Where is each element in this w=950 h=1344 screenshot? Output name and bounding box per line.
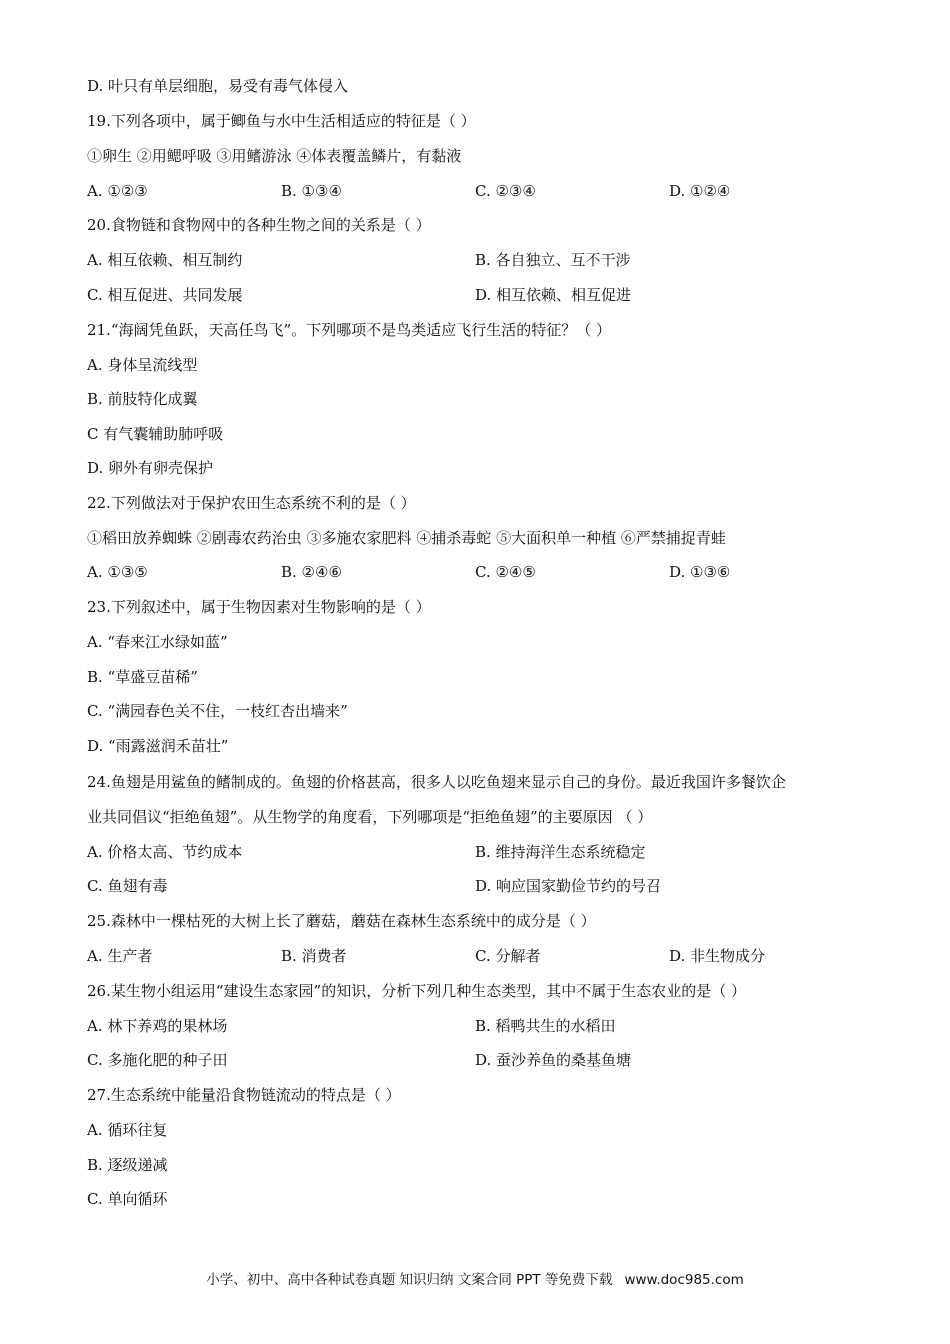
q22-option-c: C. ②④⑤ [475, 563, 536, 581]
q21-option-a: A. 身体呈流线型 [87, 356, 198, 374]
q24-stem-line2: 业共同倡议“拒绝鱼翅”。从生物学的角度看，下列哪项是“拒绝鱼翅”的主要原因 （ ） [87, 808, 653, 826]
q24-option-a: A. 价格太高、节约成本 [87, 843, 243, 861]
q20-option-c: C. 相互促进、共同发展 [87, 286, 243, 304]
q27-option-b: B. 逐级递减 [87, 1156, 168, 1174]
q22-items: ①稻田放养蜘蛛 ②剧毒农药治虫 ③多施农家肥料 ④捕杀毒蛇 ⑤大面积单一种植 ⑥严禁捕捉青蛙 [87, 529, 726, 547]
q19-items: ①卵生 ②用鳃呼吸 ③用鳍游泳 ④体表覆盖鳞片，有黏液 [87, 147, 462, 165]
q19-stem: 19.下列各项中，属于鲫鱼与水中生活相适应的特征是（ ） [87, 112, 476, 130]
q26-option-d: D. 蚕沙养鱼的桑基鱼塘 [475, 1051, 632, 1069]
q25-option-a: A. 生产者 [87, 947, 153, 965]
q21-stem: 21.“海阔凭鱼跃，天高任鸟飞”。下列哪项不是鸟类适应飞行生活的特征？（ ） [87, 321, 611, 339]
q22-stem: 22.下列做法对于保护农田生态系统不利的是（ ） [87, 494, 416, 512]
q19-option-d: D. ①②④ [669, 182, 731, 200]
q22-option-b: B. ②④⑥ [281, 563, 342, 581]
q24-option-c: C. 鱼翅有毒 [87, 877, 168, 895]
q20-option-b: B. 各自独立、互不干涉 [475, 251, 631, 269]
q26-stem: 26.某生物小组运用“建设生态家园”的知识，分析下列几种生态类型，其中不属于生态农业的是（ ） [87, 982, 746, 1000]
q18-option-d: D. 叶只有单层细胞，易受有毒气体侵入 [87, 77, 349, 95]
q19-option-c: C. ②③④ [475, 182, 536, 200]
q27-option-a: A. 循环往复 [87, 1121, 168, 1139]
q23-option-d: D. “雨露滋润禾苗壮” [87, 737, 229, 755]
q23-stem: 23.下列叙述中，属于生物因素对生物影响的是（ ） [87, 598, 431, 616]
q25-option-c: C. 分解者 [475, 947, 541, 965]
q19-option-a: A. ①②③ [87, 182, 148, 200]
page-footer [0, 1268, 950, 1288]
footer-link[interactable]: www.doc985.com [624, 1272, 744, 1288]
q26-option-b: B. 稻鸭共生的水稻田 [475, 1017, 616, 1035]
q21-option-b: B. 前肢特化成翼 [87, 390, 198, 408]
q23-option-a: A. “春来江水绿如蓝” [87, 633, 228, 651]
q22-option-a: A. ①③⑤ [87, 563, 148, 581]
q25-option-d: D. 非生物成分 [669, 947, 766, 965]
footer-text: 小学、初中、高中各种试卷真题 知识归纳 文案合同 PPT 等免费下载 [206, 1272, 613, 1288]
q24-option-b: B. 维持海洋生态系统稳定 [475, 843, 646, 861]
q20-option-d: D. 相互依赖、相互促进 [475, 286, 632, 304]
q23-option-c: C. “满园春色关不住，一枝红杏出墙来” [87, 702, 348, 720]
q25-option-b: B. 消费者 [281, 947, 347, 965]
q26-option-c: C. 多施化肥的种子田 [87, 1051, 228, 1069]
q19-option-b: B. ①③④ [281, 182, 342, 200]
q20-option-a: A. 相互依赖、相互制约 [87, 251, 243, 269]
q27-stem: 27.生态系统中能量沿食物链流动的特点是（ ） [87, 1086, 401, 1104]
q21-option-c: C 有气囊辅助肺呼吸 [87, 425, 224, 443]
q23-option-b: B. “草盛豆苗稀” [87, 668, 198, 686]
q22-option-d: D. ①③⑥ [669, 563, 731, 581]
q27-option-c: C. 单向循环 [87, 1190, 168, 1208]
q26-option-a: A. 林下养鸡的果林场 [87, 1017, 228, 1035]
q20-stem: 20.食物链和食物网中的各种生物之间的关系是（ ） [87, 216, 431, 234]
q24-option-d: D. 响应国家勤俭节约的号召 [475, 877, 662, 895]
q25-stem: 25.森林中一棵枯死的大树上长了蘑菇，蘑菇在森林生态系统中的成分是（ ） [87, 912, 596, 930]
q21-option-d: D. 卵外有卵壳保护 [87, 459, 214, 477]
q24-stem-line1: 24.鱼翅是用鲨鱼的鳍制成的。鱼翅的价格甚高，很多人以吃鱼翅来显示自己的身份。最近我国许多餐饮企 [87, 773, 786, 791]
